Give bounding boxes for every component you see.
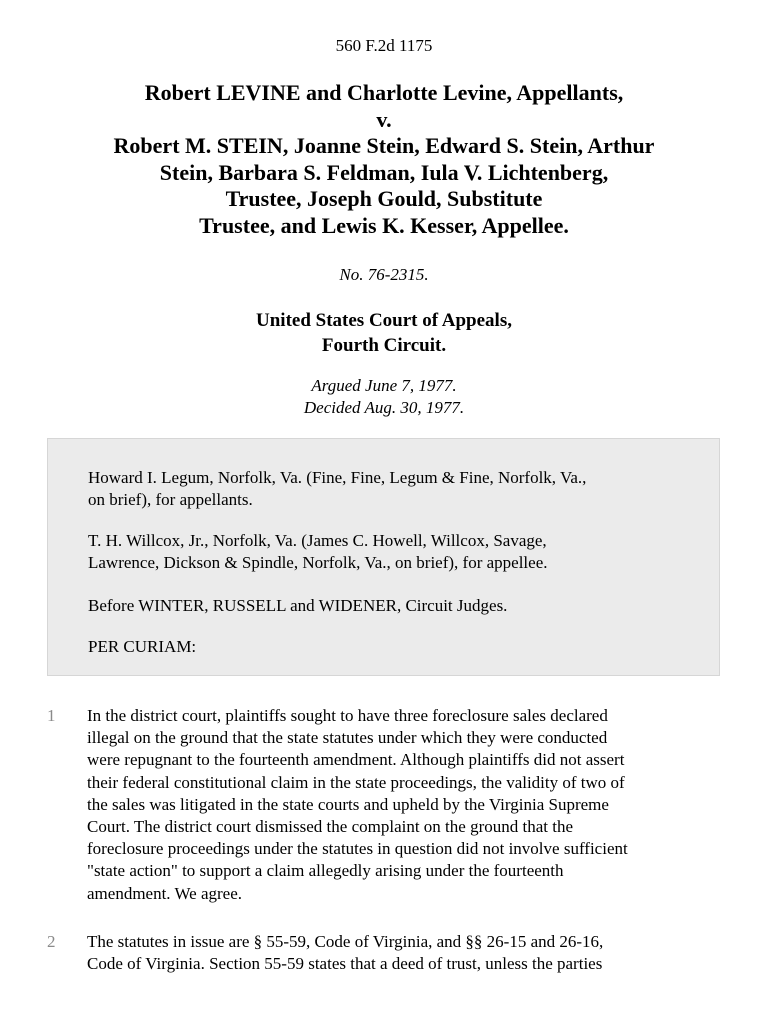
text-line: In the district court, plaintiffs sought to have three foreclosure sales declared (87, 706, 608, 725)
text-line: illegal on the ground that the state statutes under which they were conducted (87, 728, 608, 748)
caption-line: v. (376, 106, 392, 132)
paragraph-number: 1 (47, 706, 56, 725)
text-line: their federal constitutional claim in the state proceedings, the validity of two of (87, 772, 625, 792)
text-line: T. H. Willcox, Jr., Norfolk, Va. (James C. Howell, Willcox, Savage, (88, 531, 547, 550)
text-line: were repugnant to the fourteenth amendment. Although plaintiffs did not assert (87, 750, 625, 770)
opinion-header-box (47, 438, 720, 676)
caption-line: Robert M. STEIN, Joanne Stein, Edward S. Stein, Arthur (113, 133, 655, 158)
court-line: Fourth Circuit. (321, 335, 447, 356)
decision-dates (0, 375, 768, 419)
caption-line: Stein, Barbara S. Feldman, Iula V. Lichtenberg, (159, 159, 609, 185)
argued-date: Argued June 7, 1977. (311, 376, 457, 395)
caption-line: Trustee, and Lewis K. Kesser, Appellee. (199, 212, 569, 238)
caption-line: Robert LEVINE and Charlotte Levine, Appellants, (144, 80, 624, 105)
text-line: on brief), for appellants. (88, 490, 253, 509)
counsel-appellants (88, 467, 688, 511)
text-line: amendment. We agree. (87, 883, 243, 903)
citation: 560 F.2d 1175 (335, 36, 433, 55)
judges-line: Before WINTER, RUSSELL and WIDENER, Circuit Judges. (88, 596, 508, 615)
text-line: The statutes in issue are § 55-59, Code of Virginia, and §§ 26-15 and 26-16, (87, 932, 604, 951)
text-line: "state action" to support a claim allegedly arising under the fourteenth (87, 861, 564, 881)
text-line: the sales was litigated in the state courts and upheld by the Virginia Supreme (87, 794, 609, 814)
court-line: United States Court of Appeals, (256, 310, 512, 331)
text-line: foreclosure proceedings under the statutes in question did not involve sufficient (87, 839, 628, 859)
paragraph-number: 2 (47, 932, 56, 951)
decided-date: Decided Aug. 30, 1977. (303, 398, 465, 417)
court-name (0, 308, 768, 358)
text-line: Code of Virginia. Section 55-59 states that a deed of trust, unless the parties (87, 954, 603, 974)
text-line: Court. The district court dismissed the complaint on the ground that the (87, 817, 573, 837)
counsel-appellee (88, 530, 688, 574)
case-caption (40, 80, 728, 239)
text-line: Lawrence, Dickson & Spindle, Norfolk, Va., on brief), for appellee. (88, 553, 548, 572)
text-line: Howard I. Legum, Norfolk, Va. (Fine, Fine, Legum & Fine, Norfolk, Va., (88, 468, 587, 487)
paragraph-text (87, 931, 727, 975)
docket-number: No. 76-2315. (339, 265, 429, 284)
paragraph-text (87, 705, 727, 905)
caption-line: Trustee, Joseph Gould, Substitute (225, 186, 543, 211)
per-curiam: PER CURIAM: (88, 637, 197, 656)
